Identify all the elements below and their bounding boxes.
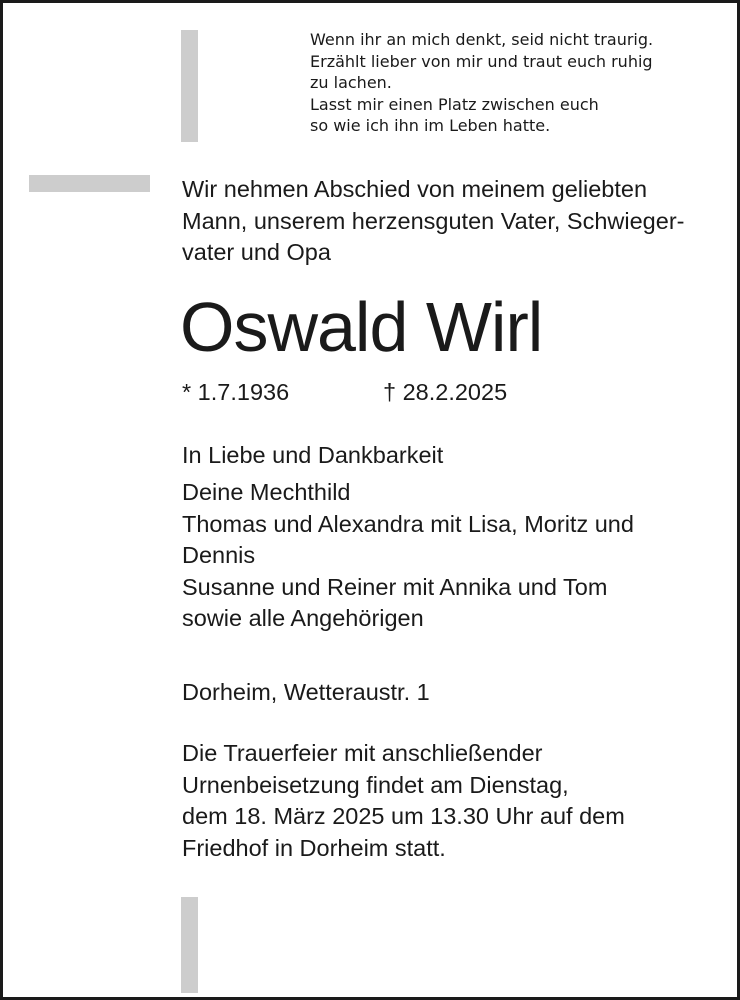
quote-line: Lasst mir einen Platz zwischen euch (310, 94, 599, 114)
decorative-cross-horizontal-bar (29, 175, 150, 192)
funeral-service-info (182, 738, 732, 864)
intro-line: Mann, unserem herzensguten Vater, Schwieger- (182, 207, 685, 234)
decorative-cross-top-bar (181, 30, 198, 142)
service-line: Friedhof in Dorheim statt. (182, 834, 446, 861)
closing-phrase: In Liebe und Dankbarkeit (182, 442, 444, 468)
memorial-quote (310, 29, 730, 137)
intro-line: vater und Opa (182, 239, 331, 265)
deceased-name: Oswald Wirl (180, 288, 543, 366)
decorative-cross-bottom-bar (181, 897, 198, 993)
quote-line: Wenn ihr an mich denkt, seid nicht traurig. (310, 30, 654, 49)
intro-line: Wir nehmen Abschied von meinem geliebten (182, 176, 648, 202)
mourner-line: Deine Mechthild (182, 479, 351, 505)
quote-line: so wie ich ihn im Leben hatte. (310, 116, 551, 135)
service-line: Die Trauerfeier mit anschließender (182, 740, 543, 766)
address: Dorheim, Wetteraustr. 1 (182, 679, 430, 705)
mourner-line: Dennis (182, 542, 256, 568)
quote-line: zu lachen. (310, 73, 392, 92)
death-date: † 28.2.2025 (383, 379, 508, 405)
mourners-list (182, 477, 732, 635)
mourner-line: Susanne und Reiner mit Annika und Tom (182, 573, 608, 600)
service-line: dem 18. März 2025 um 13.30 Uhr auf dem (182, 803, 625, 829)
service-line: Urnenbeisetzung findet am Dienstag, (182, 771, 569, 798)
mourner-line: Thomas und Alexandra mit Lisa, Moritz und (182, 510, 634, 537)
farewell-intro (182, 174, 732, 269)
birth-date: * 1.7.1936 (182, 379, 290, 405)
mourner-line: sowie alle Angehörigen (182, 605, 424, 631)
quote-line: Erzählt lieber von mir und traut euch ruhig (310, 51, 653, 71)
